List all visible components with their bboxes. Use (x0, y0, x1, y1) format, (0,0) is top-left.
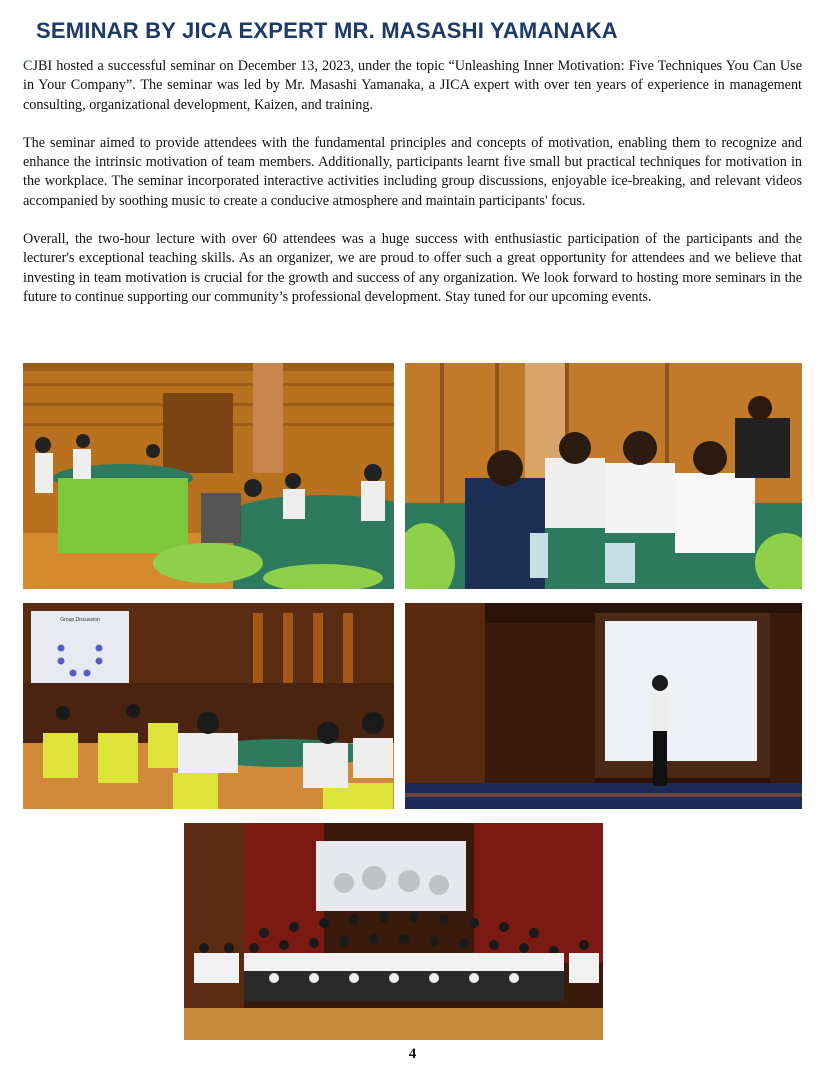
paragraph-summary: Overall, the two-hour lecture with over 60 attendees was a huge success with enthusiastic participation of the participants and the lecturer's exceptional teaching skills. As an organizer, we are proud to offer such a great opportunity for attendees and we believe that investing in team motivation is crucial for the growth and success of any organization. We look forward to hosting more seminars in the future to continue supporting our community’s professional development. Stay tuned for our upcoming events. (23, 231, 802, 305)
page-title: SEMINAR BY JICA EXPERT MR. MASASHI YAMANAKA (36, 18, 618, 43)
initial-letter: C (23, 58, 33, 74)
paragraph-intro (23, 57, 802, 115)
page-number: 4 (408, 1046, 417, 1062)
paragraph-aims: The seminar aimed to provide attendees with the fundamental principles and concepts of motivation, enabling them to recognize and enhance the intrinsic motivation of team members. Additionally, participants learnt five small but practical techniques for motivation in the workplace. The seminar incorporated interactive activities including group discussions, enjoyable ice-breaking, and relevant videos accompanied by soothing music to create a conducive atmosphere and maintain participants' focus. (23, 134, 802, 209)
photo-group-portrait (184, 823, 603, 1040)
photo-speaker-stage (405, 603, 802, 809)
photo-group-discussion (405, 363, 802, 589)
photo-hall-screen (23, 603, 394, 809)
screen-caption: Group Discussion (60, 617, 100, 623)
article-body (23, 57, 802, 326)
photo-seminar-tables (23, 363, 394, 589)
paragraph-intro-text: JBI hosted a successful seminar on December 13, 2023, under the topic “Unleashing Inner Motivation: Five Techniques You Can Use in Your Company”. The seminar was led by Mr. Masashi Yamanaka, a JICA expert with over ten years of experience in management consulting, organizational development, Kaizen, and training. (23, 58, 802, 113)
